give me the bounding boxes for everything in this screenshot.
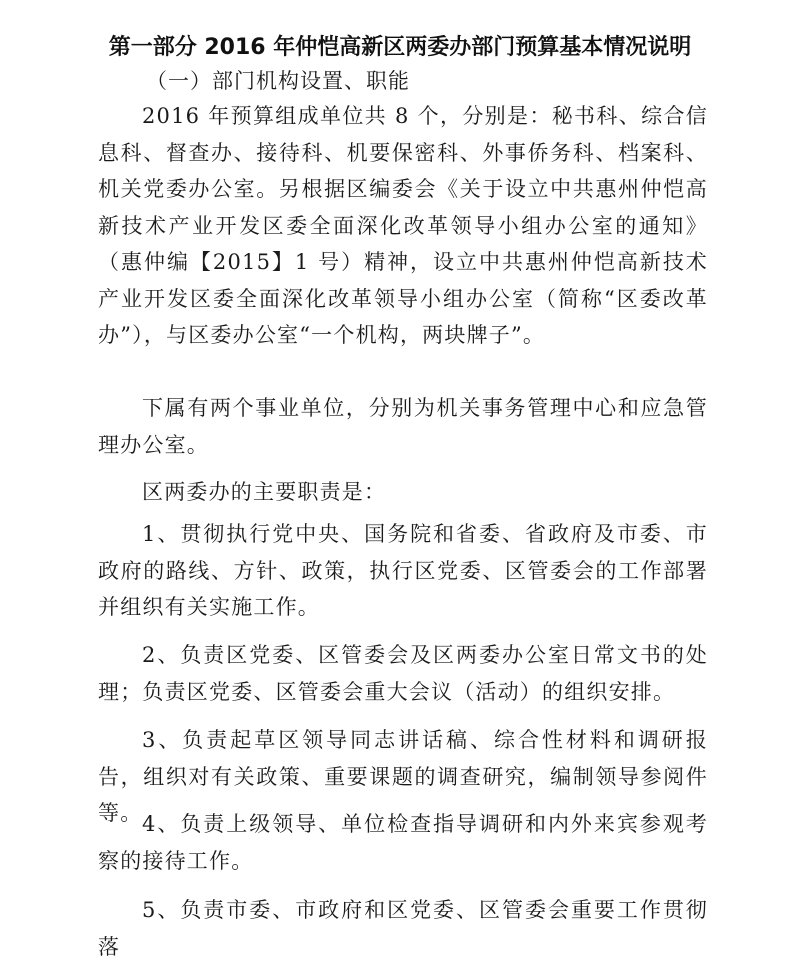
paragraph-subordinate-units: 下属有两个事业单位，分别为机关事务管理中心和应急管理办公室。 <box>98 396 708 457</box>
paragraph-duties-intro: 区两委办的主要职责是： <box>142 480 387 504</box>
paragraph-duty-1: 1、贯彻执行党中央、国务院和省委、省政府及市委、市政府的路线、方针、政策，执行区党委、区管委会的工作部署并组织有关实施工作。 <box>98 522 708 619</box>
paragraph-duty-3: 3、负责起草区领导同志讲话稿、综合性材料和调研报告，组织对有关政策、重要课题的调查研究，编制领导参阅件等。 <box>98 728 708 825</box>
section-heading: （一）部门机构设置、职能 <box>146 69 410 93</box>
paragraph-duty-2: 2、负责区党委、区管委会及区两委办公室日常文书的处理；负责区党委、区管委会重大会议（活动）的组织安排。 <box>98 643 708 704</box>
paragraph-budget-units: 2016 年预算组成单位共 8 个，分别是：秘书科、综合信息科、督查办、接待科、机要保密科、外事侨务科、档案科、机关党委办公室。另根据区编委会《关于设立中共惠州仲恺高新技术产业开发区委全面深化改革领导小组办公室的通知》（惠仲编【2015】1 号）精神，设立中共惠州仲恺高新技术产业开发区委全面深化改革领导小组办公室（简称“区委改革办”），与区委办公室“一个机构，两块牌子”。 <box>98 104 708 347</box>
paragraph-duty-4: 4、负责上级领导、单位检查指导调研和内外来宾参观考察的接待工作。 <box>98 812 708 873</box>
document-title: 第一部分 2016 年仲恺高新区两委办部门预算基本情况说明 <box>108 35 692 60</box>
paragraph-duty-5: 5、负责市委、市政府和区党委、区管委会重要工作贯彻落 <box>98 898 708 959</box>
